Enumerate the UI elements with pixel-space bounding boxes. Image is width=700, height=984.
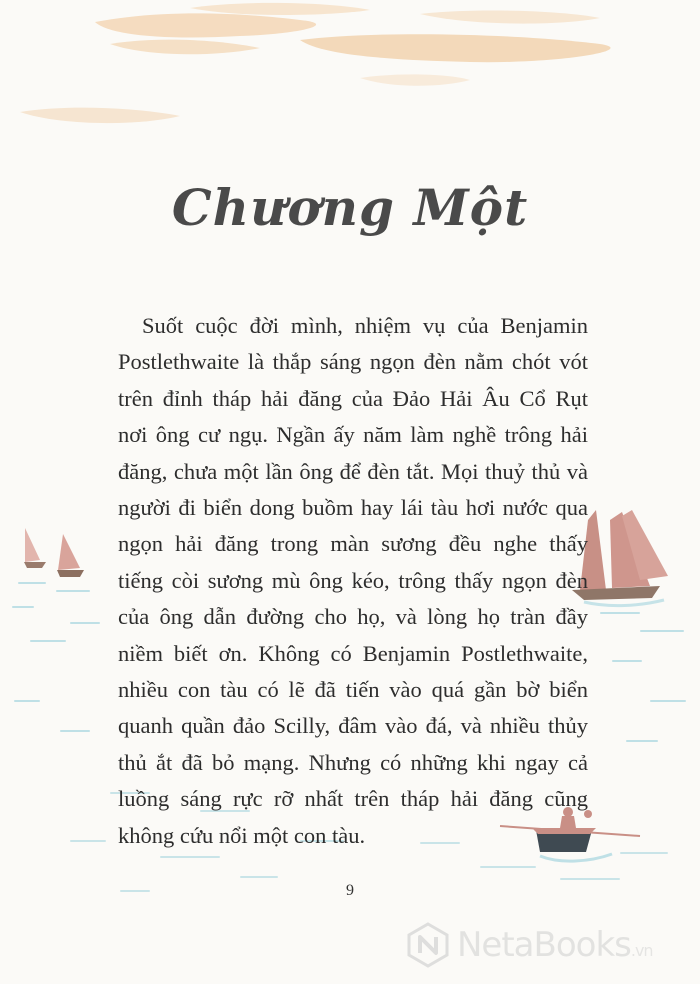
- chapter-title: Chương Một: [171, 178, 529, 237]
- body-line: đăng, chưa một lần ông để đèn tắt. Mọi thuỷ thủ và: [118, 458, 588, 484]
- sea-ripples-right-icon: [600, 612, 686, 742]
- body-line: niềm biết ơn. Không có Benjamin Postlethwaite,: [118, 640, 588, 666]
- body-line: của ông dẫn đường cho họ, và lòng họ tràn đầy: [118, 604, 588, 630]
- body-line: người đi biển dong buồm hay lái tàu hơi nước qua: [118, 495, 588, 521]
- watermark: [405, 918, 653, 972]
- page-number: 9: [346, 882, 354, 899]
- body-line: nhiều con tàu có lẽ đã tiến vào quá gần bờ biển: [118, 677, 588, 703]
- body-paragraph: [118, 308, 588, 854]
- body-line: không cứu nổi một con tàu.: [118, 822, 366, 848]
- body-line: Suốt cuộc đời mình, nhiệm vụ của Benjamin: [142, 313, 588, 338]
- body-line: trên đỉnh tháp hải đăng của Đảo Hải Âu Cổ Rụt: [118, 385, 588, 411]
- sea-ripples-left-icon: [12, 582, 100, 732]
- watermark-brand: [457, 925, 653, 965]
- body-line: ngọn hải đăng trong màn sương đều nghe thấy: [118, 531, 588, 557]
- body-line: nơi ông cư ngụ. Ngần ấy năm làm nghề trông hải: [118, 422, 588, 448]
- watermark-brand-name: NetaBooks: [457, 925, 631, 965]
- body-line: tiếng còi sương mù ông kéo, trông thấy ngọn đèn: [118, 567, 588, 593]
- body-line: luồng sáng rực rỡ nhất trên tháp hải đăng cũng: [118, 786, 588, 812]
- watermark-suffix: .vn: [630, 941, 653, 960]
- body-line: thủ ắt đã bỏ mạng. Nhưng có những khi ngay cả: [118, 749, 588, 775]
- netabooks-logo-icon: [405, 922, 451, 968]
- sky-wash-icon: [20, 3, 611, 123]
- sailboat-left-icon: [24, 528, 84, 577]
- body-line: quanh quần đảo Scilly, đâm vào đá, và nhiều thủy: [118, 713, 588, 739]
- body-line: Postlethwaite là thắp sáng ngọn đèn nằm chót vót: [118, 349, 588, 375]
